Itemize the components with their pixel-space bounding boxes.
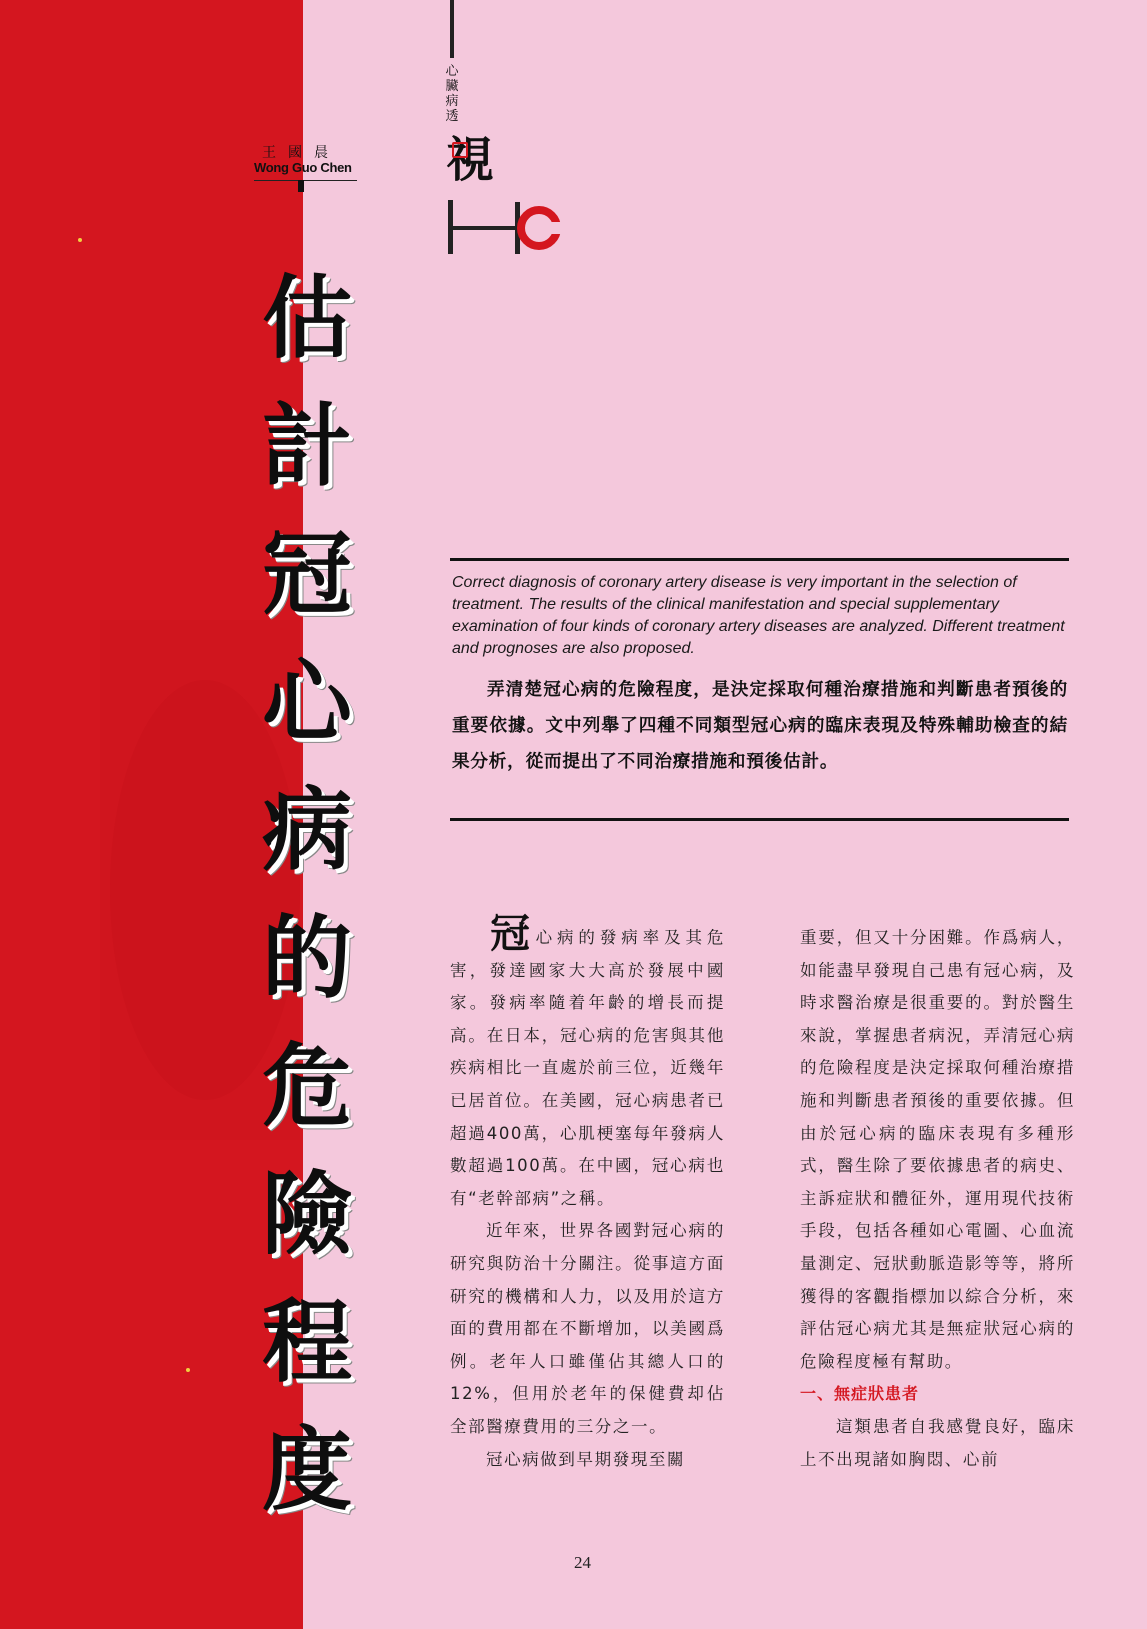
title-char: 冠	[262, 522, 352, 627]
body-paragraph: 近年來，世界各國對冠心病的研究與防治十分關注。從事這方面研究的機構和人力，以及用於這方面的費用都在不斷增加，以美國爲例。老年人口雖僅佔其總人口的12%，但用於老年的保健費却佔全部醫療費用的三分之一。	[450, 1221, 725, 1436]
drop-cap: 冠	[490, 910, 532, 957]
title-char: 程	[262, 1290, 352, 1395]
body-column-right	[800, 922, 1075, 1476]
body-paragraph: 這類患者自我感覺良好，臨床上不出現諸如胸悶、心前	[800, 1416, 1075, 1469]
title-char: 度	[262, 1418, 352, 1523]
title-char: 病	[262, 778, 352, 883]
abstract-top-rule	[450, 558, 1069, 561]
title-char: 計	[262, 394, 352, 499]
abstract-english: Correct diagnosis of coronary artery disease is very important in the selection of treatment. The results of the clinical manifestation and special supplementary examination of four kinds of coronary artery diseases are analyzed. Different treatment and prognoses are also proposed.	[452, 574, 1065, 657]
hc-logo-icon	[448, 200, 568, 260]
author-name-english: Wong Guo Chen	[254, 160, 352, 175]
body-column-left	[450, 910, 725, 1476]
column-char: 視	[446, 132, 495, 188]
abstract-chinese: 弄清楚冠心病的危險程度，是決定採取何種治療措施和判斷患者預後的重要依據。文中列舉了四種不同類型冠心病的臨床表現及特殊輔助檢查的結果分析，從而提出了不同治療措施和預後估計。	[452, 680, 1068, 772]
title-char: 估	[262, 266, 352, 371]
title-char: 的	[262, 906, 352, 1011]
body-paragraph	[450, 910, 725, 1215]
speck	[78, 238, 82, 242]
column-char-accent	[452, 142, 468, 158]
section-heading: 一、無症狀患者	[800, 1384, 920, 1404]
author-tick-mark	[298, 180, 304, 192]
column-label: 心臟病透	[445, 64, 459, 124]
body-paragraph: 重要，但又十分困難。作爲病人，如能盡早發現自己患有冠心病，及時求醫治療是很重要的。對於醫生來說，掌握患者病況，弄清冠心病的危險程度是決定採取何種治療措施和判斷患者預後的重要依據。但由於冠心病的臨床表現有多種形式，醫生除了要依據患者的病史、主訴症狀和體征外，運用現代技術手段，包括各種如心電圖、心血流量測定、冠狀動脈造影等等，將所獲得的客觀指標加以綜合分析，來評估冠心病尤其是無症狀冠心病的危險程度極有幫助。	[800, 928, 1075, 1371]
body-paragraph: 冠心病做到早期發現至關	[486, 1449, 686, 1469]
page-number: 24	[574, 1553, 591, 1572]
speck	[186, 1368, 190, 1372]
article-title	[252, 255, 362, 1535]
title-char: 危	[262, 1034, 352, 1139]
author-underline	[254, 180, 357, 181]
title-char: 心	[262, 650, 352, 755]
abstract-bottom-rule	[450, 818, 1069, 821]
paragraph-text: 心病的發病率及其危害，發達國家大大高於發展中國家。發病率隨着年齡的增長而提高。在日本，冠心病的危害與其他疾病相比一直處於前三位，近幾年已居首位。在美國，冠心病患者已超過400萬，心肌梗塞每年發病人數超過100萬。在中國，冠心病也有“老幹部病”之稱。	[450, 928, 725, 1208]
author-name-chinese: 王國晨	[262, 145, 340, 161]
title-char: 險	[262, 1162, 352, 1267]
column-header-bar	[450, 0, 454, 58]
